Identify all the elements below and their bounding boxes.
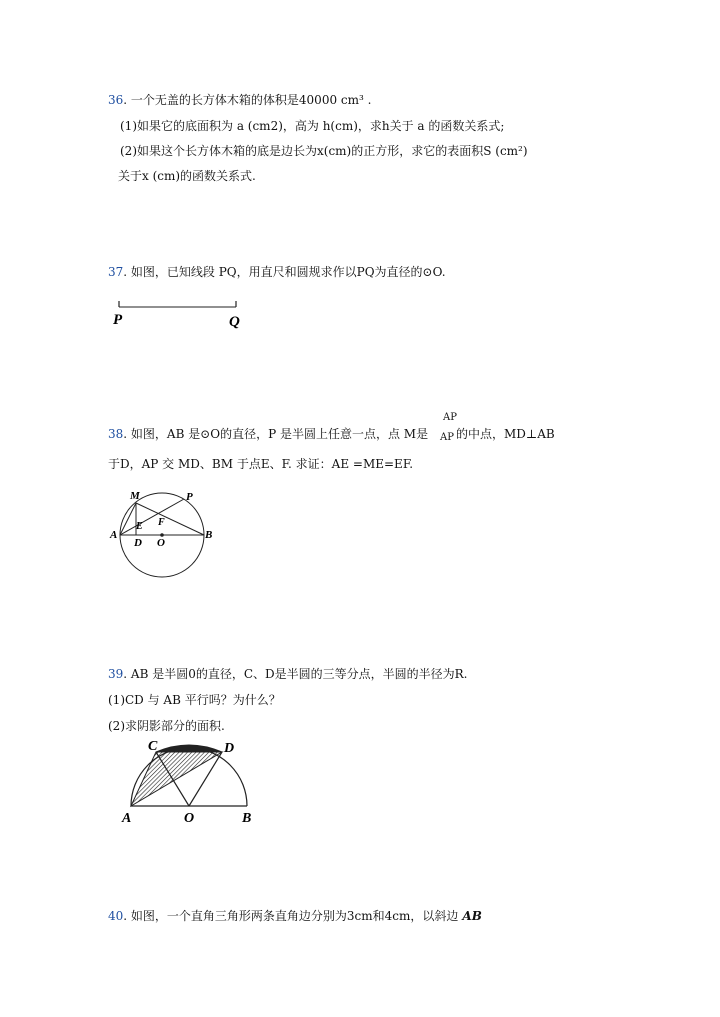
q38-label-p: P bbox=[186, 491, 193, 503]
q37-number: 37 bbox=[108, 265, 124, 279]
q39-label-c: C bbox=[148, 739, 158, 754]
q38-circle-figure bbox=[108, 485, 248, 580]
q38-label-e: E bbox=[136, 521, 143, 532]
q36-number: 36 bbox=[108, 93, 124, 107]
q36-part2: (2)如果这个长方体木箱的底是边长为x(cm)的正方形，求它的表面积S (cm²) bbox=[120, 144, 528, 158]
q39-stem bbox=[108, 666, 468, 682]
q39-label-o: O bbox=[184, 811, 195, 826]
q38-text-b: 的中点，MD⊥AB bbox=[456, 427, 555, 441]
q38-label-d: D bbox=[134, 537, 142, 549]
q39-semicircle-figure bbox=[108, 738, 278, 828]
q38-label-o: O bbox=[157, 537, 165, 549]
q38-label-b: B bbox=[205, 529, 213, 541]
q38-arc-top: AP bbox=[443, 412, 457, 423]
q40-stem bbox=[108, 908, 482, 924]
q36-text: . 一个无盖的长方体木箱的体积是40000 cm³ . bbox=[123, 93, 372, 107]
q38-label-m: M bbox=[130, 490, 140, 502]
q40-text: . 如图，一个直角三角形两条直角边分别为3cm和4cm，以斜边 bbox=[123, 909, 459, 923]
q39-label-d: D bbox=[224, 741, 235, 756]
q38-arc-bottom: AP bbox=[440, 432, 454, 443]
q38-text-a: . 如图，AB 是⊙O的直径，P 是半圆上任意一点，点 M是 bbox=[123, 427, 429, 441]
q39-number: 39 bbox=[108, 667, 124, 681]
q37-segment-figure bbox=[108, 293, 258, 333]
q39-part1: (1)CD 与 AB 平行吗？为什么？ bbox=[108, 693, 281, 707]
q38-line2: 于D，AP 交 MD、BM 于点E、F. 求证：AE =ME=EF. bbox=[108, 457, 414, 471]
q38-stem bbox=[108, 426, 428, 442]
q37-stem bbox=[108, 264, 446, 280]
q39-label-b: B bbox=[242, 811, 252, 826]
q39-text: . AB 是半圆0的直径，C、D是半圆的三等分点，半圆的半径为R. bbox=[123, 667, 468, 681]
q36-part1: (1)如果它的底面积为 a (cm2)，高为 h(cm)，求h关于 a 的函数关系式; bbox=[120, 119, 505, 133]
q40-ab: AB bbox=[462, 909, 482, 923]
q36-stem bbox=[108, 92, 371, 108]
q37-label-p: P bbox=[113, 312, 123, 328]
q38-arc-label bbox=[438, 412, 457, 423]
q39-part2: (2)求阴影部分的面积. bbox=[108, 719, 225, 733]
q40-number: 40 bbox=[108, 909, 124, 923]
q38-label-f: F bbox=[158, 517, 165, 528]
q38-number: 38 bbox=[108, 427, 124, 441]
q36-part2-cont: 关于x (cm)的函数关系式. bbox=[118, 169, 256, 183]
q39-label-a: A bbox=[122, 811, 132, 826]
q37-text: . 如图，已知线段 PQ，用直尺和圆规求作以PQ为直径的⊙O. bbox=[123, 265, 446, 279]
q38-label-a: A bbox=[110, 529, 118, 541]
q37-label-q: Q bbox=[229, 314, 240, 330]
